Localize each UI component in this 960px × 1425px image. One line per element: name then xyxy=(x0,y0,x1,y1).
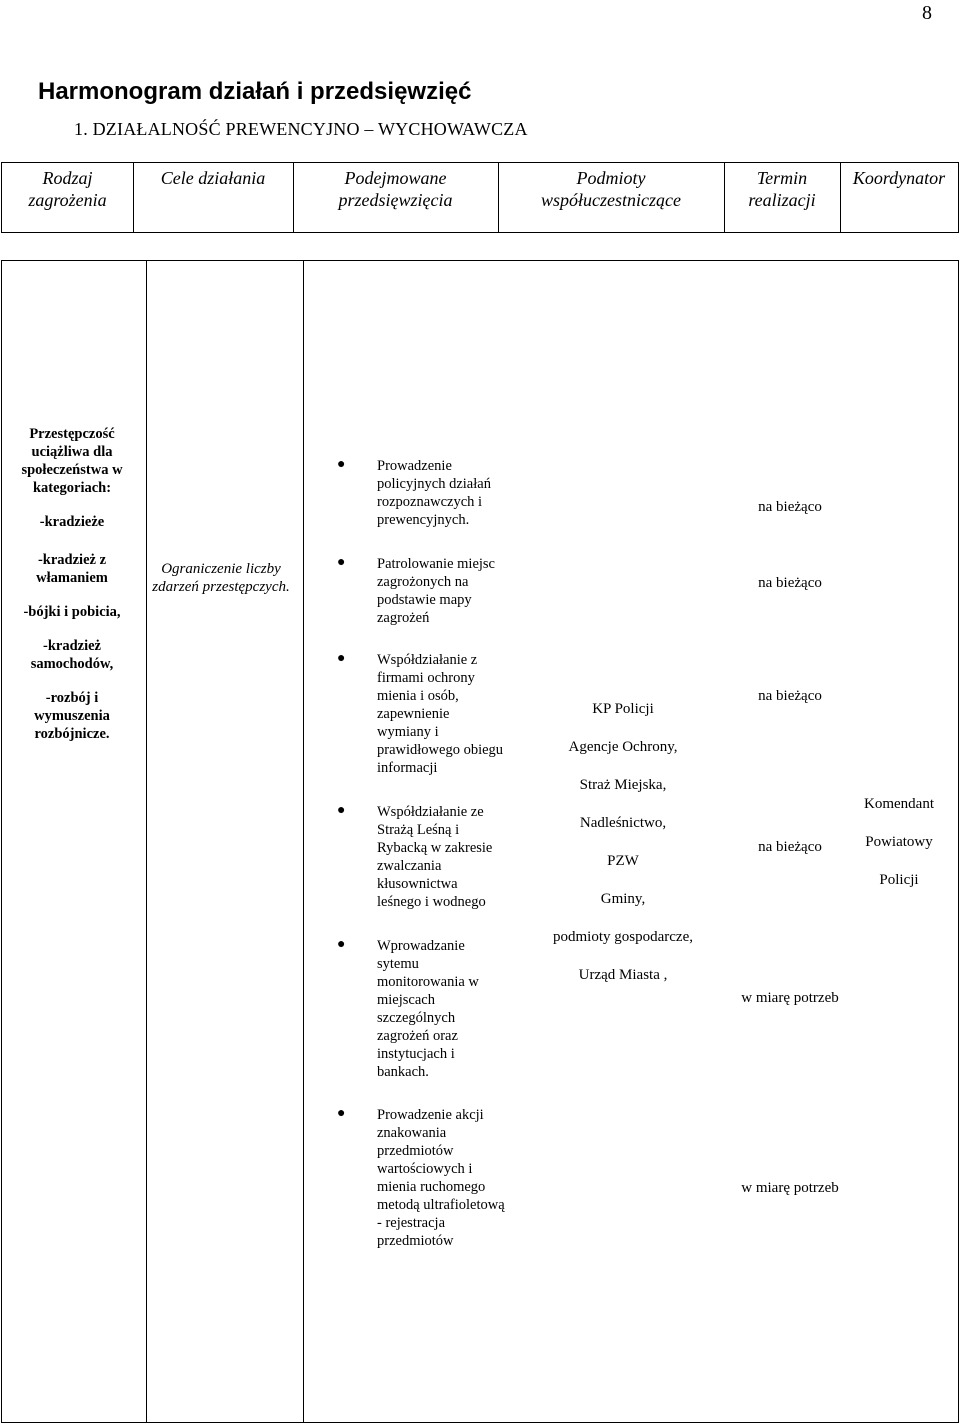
header-term: Termin realizacji xyxy=(748,168,816,210)
action-item: ● Wprowadzanie sytemu monitorowania w miejscach szczególnych zagrożeń oraz instytucjach i bankach. xyxy=(337,937,479,1080)
header-coordinator: Koordynator xyxy=(852,168,946,188)
header-table xyxy=(1,162,959,233)
term-value: w miarę potrzeb xyxy=(741,1180,839,1196)
term-value: na bieżąco xyxy=(758,688,822,704)
action-item: ● Współdziałanie ze Strażą Leśną i Rybacką w zakresie zwalczania kłusownictwa leśnego i wodnego xyxy=(337,803,493,910)
action-item: ● Prowadzenie akcji znakowania przedmiotów wartościowych i mienia ruchomego metodą ultrafioletową - rejestracja przedmiotów xyxy=(337,1106,505,1249)
partners-cell: KP Policji Agencje Ochrony, Straż Miejska, Nadleśnictwo, PZW Gminy, podmioty gospodarcze, Urząd Miasta , xyxy=(553,701,693,983)
bullet-icon: ● xyxy=(337,457,346,472)
goal-cell: Ograniczenie liczby zdarzeń przestępczych. xyxy=(152,561,290,595)
bullet-icon: ● xyxy=(337,937,346,952)
page-number: 8 xyxy=(922,2,932,24)
coordinator-cell: Komendant Powiatowy Policji xyxy=(864,796,934,888)
header-partners: Podmioty współuczestniczące xyxy=(541,168,681,210)
term-value: na bieżąco xyxy=(758,499,822,515)
term-value: na bieżąco xyxy=(758,575,822,591)
header-goals: Cele działania xyxy=(160,168,266,188)
header-undertakings: Podejmowane przedsięwzięcia xyxy=(338,168,453,210)
bullet-icon: ● xyxy=(337,1106,346,1121)
section-title: 1. DZIAŁALNOŚĆ PREWENCYJNO – WYCHOWAWCZA xyxy=(74,119,528,139)
action-item: ● Prowadzenie policyjnych działań rozpoznawczych i prewencyjnych. xyxy=(337,457,491,528)
term-value: w miarę potrzeb xyxy=(741,990,839,1006)
page-title: Harmonogram działań i przedsięwzięć xyxy=(38,78,472,105)
bullet-icon: ● xyxy=(337,803,346,818)
bullet-icon: ● xyxy=(337,651,346,666)
header-threat-type: Rodzaj zagrożenia xyxy=(28,168,107,210)
threat-type-cell: Przestępczość uciążliwa dla społeczeństwa w kategoriach: -kradzieże -kradzież z włamaniem -bójki i pobicia, -kradzież samochodów, -rozbój i wymuszenia rozbójnicze. xyxy=(21,426,123,742)
term-value: na bieżąco xyxy=(758,839,822,855)
action-item: ● Współdziałanie z firmami ochrony mienia i osób, zapewnienie wymiany i prawidłowego obiegu informacji xyxy=(337,651,504,776)
action-item: ● Patrolowanie miejsc zagrożonych na podstawie mapy zagrożeń xyxy=(337,555,495,626)
bullet-icon: ● xyxy=(337,555,346,570)
